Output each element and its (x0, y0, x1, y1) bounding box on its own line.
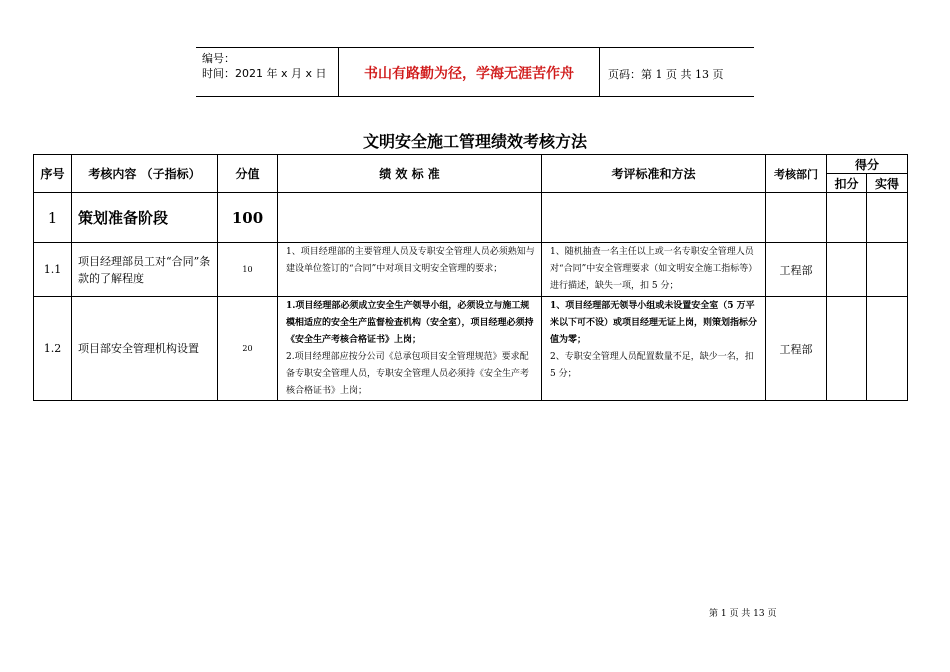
table-header-row (34, 155, 908, 174)
row-standard-bold: 1.项目经理部必须成立安全生产领导小组，必须设立与施工规模相适应的安全生产监督检查机构（安全室），项目经理必须持《安全生产考核合格证书》上岗； (286, 301, 534, 345)
header-motto-cell (338, 48, 600, 96)
section-actual-cell (867, 193, 908, 243)
row-standard: 1、项目经理部的主要管理人员及专职安全管理人员必须熟知与建设单位签订的“合同”中对项目文明安全管理的要求； (278, 243, 542, 297)
row-deduct (827, 297, 867, 401)
row-method: 1、随机抽查一名主任以上或一名专职安全管理人员对“合同”中安全管理要求（如文明安全施工指标等）进行描述，缺失一项，扣 5 分； (542, 243, 766, 297)
page-code: 页码：第 1 页 共 13 页 (608, 68, 724, 81)
header-right-cell (598, 48, 754, 96)
row-method (542, 297, 766, 401)
row-standard-normal: 2.项目经理部应按分公司《总承包项目安全管理规范》要求配备专职安全管理人员，专职安全管理人员必须持《安全生产考核合格证书》上岗； (286, 352, 530, 396)
header-standard: 绩 效 标 准 (278, 155, 542, 193)
row-score: 20 (218, 297, 278, 401)
section-no: 1 (34, 193, 72, 243)
row-item: 项目部安全管理机构设置 (72, 297, 218, 401)
row-dept: 工程部 (766, 243, 827, 297)
header-content: 考核内容 （子指标） (72, 155, 218, 193)
row-no: 1.1 (34, 243, 72, 297)
row-standard (278, 297, 542, 401)
section-title: 策划准备阶段 (72, 193, 218, 243)
doc-number-label: 编号： (202, 52, 235, 65)
section-row (34, 193, 908, 243)
header-got-score: 得分 (827, 155, 908, 174)
section-standard-cell (278, 193, 542, 243)
header-dept: 考核部门 (766, 155, 827, 193)
motto-text: 书山有路勤为径，学海无涯苦作舟 (364, 66, 574, 82)
page-title: 文明安全施工管理绩效考核方法 (362, 132, 587, 151)
document-header (196, 47, 754, 97)
header-actual: 实得 (867, 174, 908, 193)
section-method-cell (542, 193, 766, 243)
row-method-normal: 2、专职安全管理人员配置数量不足，缺少一名，扣 5 分； (550, 352, 754, 379)
row-item: 项目经理部员工对“合同”条款的了解程度 (72, 243, 218, 297)
header-left-cell (196, 48, 338, 96)
table-row (34, 243, 908, 297)
row-dept: 工程部 (766, 297, 827, 401)
header-method: 考评标准和方法 (542, 155, 766, 193)
doc-time-label: 时间：2021 年 x 月 x 日 (202, 67, 327, 80)
section-deduct-cell (827, 193, 867, 243)
table-row (34, 297, 908, 401)
header-score: 分值 (218, 155, 278, 193)
row-no: 1.2 (34, 297, 72, 401)
page-footer: 第 1 页 共 13 页 (709, 609, 777, 619)
row-method-bold: 1、项目经理部无领导小组或未设置安全室（5 万平米以下可不设）或项目经理无证上岗，则策划指标分值为零； (550, 301, 758, 345)
assessment-table (33, 154, 908, 401)
row-actual (867, 243, 908, 297)
row-actual (867, 297, 908, 401)
section-dept-cell (766, 193, 827, 243)
header-no: 序号 (34, 155, 72, 193)
section-score: 100 (218, 193, 278, 243)
header-deduct: 扣分 (827, 174, 867, 193)
row-score: 10 (218, 243, 278, 297)
row-deduct (827, 243, 867, 297)
